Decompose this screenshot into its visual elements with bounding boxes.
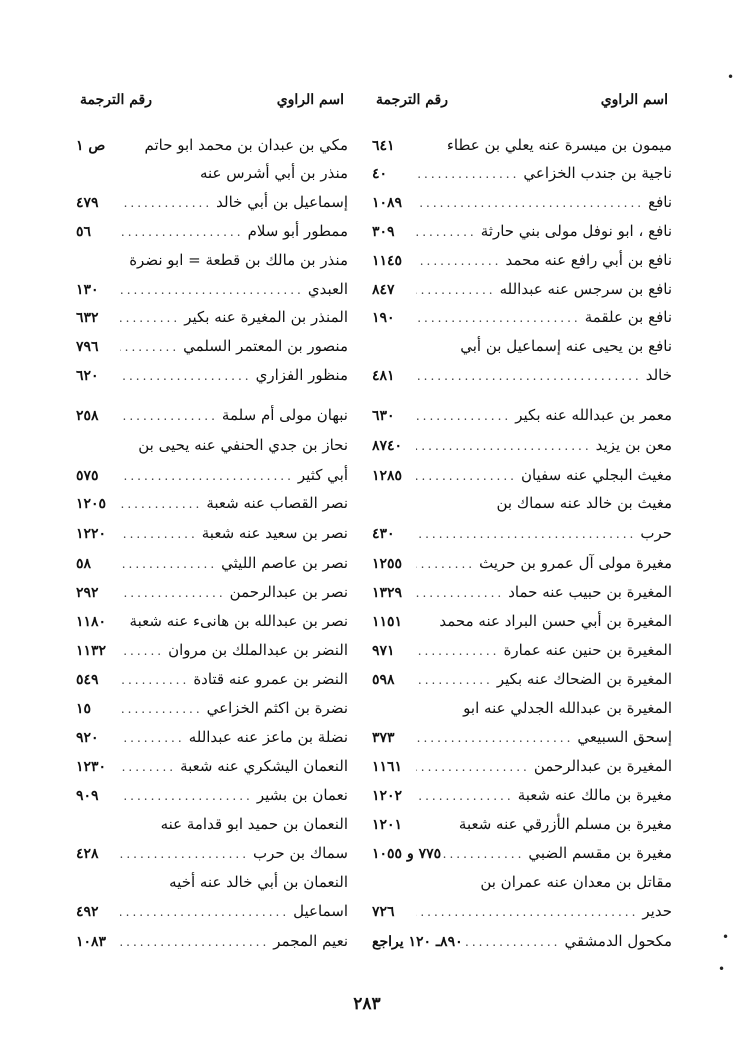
narrator-name: نافع [648,193,672,211]
narrator-name: منظور الفزاري [255,366,348,384]
entry-row [76,164,348,192]
entry-row [372,164,672,192]
entry-row [372,554,672,582]
entry-row [76,757,348,785]
entry-number: ١١٨٠ [76,614,107,630]
narrator-name: حرب [640,524,672,542]
entry-row [76,466,348,494]
entry-row [372,815,672,843]
leader-dots [416,557,479,571]
narrator-name: ميمون بن ميسرة عنه يعلي بن عطاء [446,136,672,154]
entry-number: ١٣٢٩ [372,585,403,601]
narrator-name: نحاز بن جدي الحنفي عنه يحيى بن [138,436,348,454]
entry-row [76,844,348,872]
right-column-header [372,92,672,120]
entry-row [76,136,348,164]
entry-number: ٥٧٥ [76,468,99,484]
narrator-name: حدير [642,902,672,920]
leader-dots [120,905,293,919]
leader-dots [120,369,256,383]
entry-number: ٢٩٢ [76,585,99,601]
narrator-name: النعمان بن حميد ابو قدامة عنه [160,815,348,833]
entry-row [76,193,348,221]
entry-number: ٧٧٥ و ١٠٥٥ [372,846,442,862]
narrator-name: منصور بن المعتمر السلمي [183,337,348,355]
narrator-name: إسحق السبيعي [577,728,672,746]
entry-row [372,337,672,365]
entry-row [372,280,672,308]
margin-mark: • [722,930,730,944]
leader-dots [120,196,216,210]
narrator-name: نافع بن يحيى عنه إسماعيل بن أبي [460,337,672,355]
leader-dots [120,340,183,354]
narrator-name: نعيم المجمر [273,932,348,950]
narrator-name: النضر بن عمرو عنه قتادة [193,670,348,688]
narrator-name: اسماعيل [293,902,348,920]
leader-dots [416,731,577,745]
leader-dots [120,673,193,687]
entry-row [372,436,672,464]
narrator-name: العبدي [307,280,348,298]
leader-dots [416,905,642,919]
entry-number: ١٢٠٥ [76,496,107,512]
narrator-name: النعمان بن أبي خالد عنه أخيه [169,873,348,891]
entry-row [76,670,348,698]
entry-number: ٤٧٩ [76,195,99,211]
entry-row [76,494,348,522]
entry-row [372,251,672,279]
leader-dots [120,497,206,511]
narrator-name: سماك بن حرب [253,844,348,862]
entry-row [76,612,348,640]
leader-dots [120,283,308,297]
left-column [76,92,348,950]
leader-dots [416,167,523,181]
entry-number: ص ١ [76,138,106,154]
entry-row [372,366,672,394]
entry-number: ٦٤١ [372,138,395,154]
narrator-name: نصر بن عبدالله بن هانىء عنه شعبة [129,612,348,630]
narrator-name: نافع بن سرجس عنه عبدالله [499,280,672,298]
narrator-name: أبي كثير [297,466,348,484]
entry-number: ٨٧٤٠ [372,438,403,454]
narrator-name: مكي بن عبدان بن محمد ابو حاتم [144,136,348,154]
entry-row [372,670,672,698]
entry-row [76,932,348,960]
entry-number: ١٢٣٠ [76,759,107,775]
narrator-name: المغيرة بن عبدالله الجدلي عنه ابو [463,699,672,717]
entry-number: ٤٢٨ [76,846,99,862]
entry-row [372,222,672,250]
entry-row [372,699,672,727]
narrator-name: نافع ، ابو نوفل مولى بني حارثة [480,222,672,240]
narrator-name: النضر بن عبدالملك بن مروان [168,641,348,659]
leader-dots [416,439,596,453]
entry-row [372,902,672,930]
leader-dots [416,760,534,774]
narrator-name: مغيرة بن مالك عنه شعبة [517,786,672,804]
narrator-name: المغيرة بن الضحاك عنه بكير [496,670,672,688]
entry-number: ٩٢٠ [76,730,99,746]
leader-dots [416,254,505,268]
leader-dots [120,225,248,239]
page-number: ٢٨٣ [353,994,381,1014]
narrator-name: المغيرة بن أبي حسن البراد عنه محمد [439,612,672,630]
entry-number: ٤٠ [372,166,388,182]
entry-number: ٤٨١ [372,368,395,384]
margin-mark: • [718,962,726,976]
entry-number: ٥٦ [76,224,92,240]
entry-number: ٣٠٩ [372,224,395,240]
leader-dots [441,847,528,861]
narrator-name: نضلة بن ماعز عنه عبدالله [188,728,348,746]
entry-row [372,757,672,785]
narrator-name: المنذر بن المغيرة عنه بكير [184,308,348,326]
entry-row [372,873,672,901]
entry-row [76,641,348,669]
narrator-name: نصر بن عاصم الليثي [221,554,348,572]
leader-dots [416,789,518,803]
entry-number: ١٥ [76,701,92,717]
leader-dots [120,311,184,325]
entry-row [76,337,348,365]
leader-dots [416,283,500,297]
narrator-name: مغيرة بن مقسم الضبي [528,844,672,862]
margin-mark: • [727,70,734,84]
entry-number: ١٢٥٥ [372,556,403,572]
narrator-name: إسماعيل بن أبي خالد [216,193,348,211]
entry-row [76,524,348,552]
narrator-name: مغيث البجلي عنه سفيان [520,466,672,484]
entry-number: ٧٩٦ [76,339,99,355]
entry-row [76,308,348,336]
entry-number: ٥٩٨ [372,672,395,688]
leader-dots [416,369,646,383]
narrator-name: مغيث بن خالد عنه سماك بن [496,494,672,512]
leader-dots [120,731,189,745]
entry-row [76,902,348,930]
narrator-name: معن بن يزيد [595,436,672,454]
entry-row [76,728,348,756]
entry-row [76,699,348,727]
narrator-name: نبهان مولى أم سلمة [221,406,348,424]
entry-row [372,844,672,872]
entry-number: ٨٩٠ـ ١٢٠ يراجع [372,934,463,950]
narrator-name: مغيرة مولى آل عمرو بن حريث [479,554,672,572]
narrator-name: نصر بن سعيد عنه شعبة [201,524,348,542]
entry-number: ٩٠٩ [76,788,99,804]
leader-dots [416,673,497,687]
entry-number: ١٢٠٢ [372,788,403,804]
leader-dots [416,586,508,600]
entry-number: ١٩٠ [372,310,395,326]
entry-number: ١١٦١ [372,759,403,775]
entry-number-header: رقم الترجمة [80,92,153,108]
entry-number: ٣٧٣ [372,730,395,746]
leader-dots [120,644,168,658]
leader-dots [463,935,565,949]
entry-number: ١٠٨٩ [372,195,403,211]
entry-row [76,436,348,464]
narrator-name: ناجية بن جندب الخزاعي [523,164,672,182]
narrator-name: نافع بن علقمة [584,308,672,326]
leader-dots [416,311,585,325]
left-column-header [76,92,348,120]
entry-row [372,466,672,494]
entry-number-header: رقم الترجمة [376,92,449,108]
entry-number: ٩٧١ [372,643,395,659]
narrator-name: المغيرة بن حبيب عنه حماد [508,583,672,601]
leader-dots [416,196,648,210]
right-column [372,92,672,950]
narrator-name-header: اسم الراوي [600,92,668,108]
leader-dots [120,935,273,949]
entry-number: ١١٥١ [372,614,403,630]
entry-number: ١١٣٢ [76,643,107,659]
leader-dots [120,586,230,600]
entry-row [76,873,348,901]
entry-number: ٤٣٠ [372,526,395,542]
entry-row [372,932,672,960]
entry-row [372,308,672,336]
leader-dots [416,409,515,423]
entry-row [76,815,348,843]
narrator-name: نضرة بن اكثم الخزاعي [206,699,348,717]
entry-number: ٥٤٩ [76,672,99,688]
entry-row [76,554,348,582]
leader-dots [120,760,180,774]
narrator-name: منذر بن أبي أشرس عنه [199,164,348,182]
entry-row [372,641,672,669]
narrator-name: نعمان بن بشير [256,786,348,804]
entry-number: ١٠٨٣ [76,934,107,950]
narrator-name: منذر بن مالك بن قطعة = ابو نضرة [129,251,348,269]
entry-row [76,222,348,250]
entry-row [372,583,672,611]
entry-row [372,612,672,640]
entry-number: ٦٣٢ [76,310,99,326]
entry-number: ١١٤٥ [372,253,403,269]
entry-number: ١٢٨٥ [372,468,403,484]
entry-row [372,524,672,552]
entry-number: ١٣٠ [76,282,99,298]
narrator-name: نافع بن أبي رافع عنه محمد [505,251,672,269]
entry-row [76,786,348,814]
leader-dots [416,225,481,239]
narrator-name: المغيرة بن حنين عنه عمارة [503,641,672,659]
leader-dots [416,527,640,541]
leader-dots [416,644,503,658]
narrator-name: ممطور أبو سلام [247,222,348,240]
entry-number: ٦٣٠ [372,408,395,424]
narrator-name-header: اسم الراوي [276,92,344,108]
leader-dots [120,557,221,571]
narrator-name: نصر القصاب عنه شعبة [206,494,348,512]
leader-dots [120,409,222,423]
entry-number: ٥٨ [76,556,92,572]
entry-row [372,728,672,756]
narrator-name: مكحول الدمشقي [564,932,672,950]
leader-dots [120,527,202,541]
entry-row [76,366,348,394]
entry-number: ٤٩٢ [76,904,99,920]
narrator-name: مغيرة بن مسلم الأزرقي عنه شعبة [458,815,672,833]
entry-number: ١٢٠١ [372,817,403,833]
entry-row [372,193,672,221]
leader-dots [120,847,253,861]
entry-row [372,136,672,164]
entry-row [76,280,348,308]
entry-row [372,786,672,814]
narrator-name: معمر بن عبدالله عنه بكير [515,406,672,424]
entry-number: ٧٢٦ [372,904,395,920]
entry-number: ٢٥٨ [76,408,99,424]
entry-number: ٦٢٠ [76,368,99,384]
leader-dots [120,469,298,483]
entry-row [372,406,672,434]
leader-dots [416,469,521,483]
narrator-name: النعمان اليشكري عنه شعبة [180,757,348,775]
narrator-name: خالد [645,366,672,384]
entry-row [372,494,672,522]
entry-number: ٨٤٧ [372,282,395,298]
narrator-name: نصر بن عبدالرحمن [229,583,348,601]
entry-row [76,406,348,434]
entry-row [76,251,348,279]
narrator-name: المغيرة بن عبدالرحمن [533,757,672,775]
entry-number: ١٢٢٠ [76,526,107,542]
leader-dots [120,702,207,716]
entry-row [76,583,348,611]
leader-dots [120,789,257,803]
narrator-name: مقاتل بن معدان عنه عمران بن [480,873,672,891]
